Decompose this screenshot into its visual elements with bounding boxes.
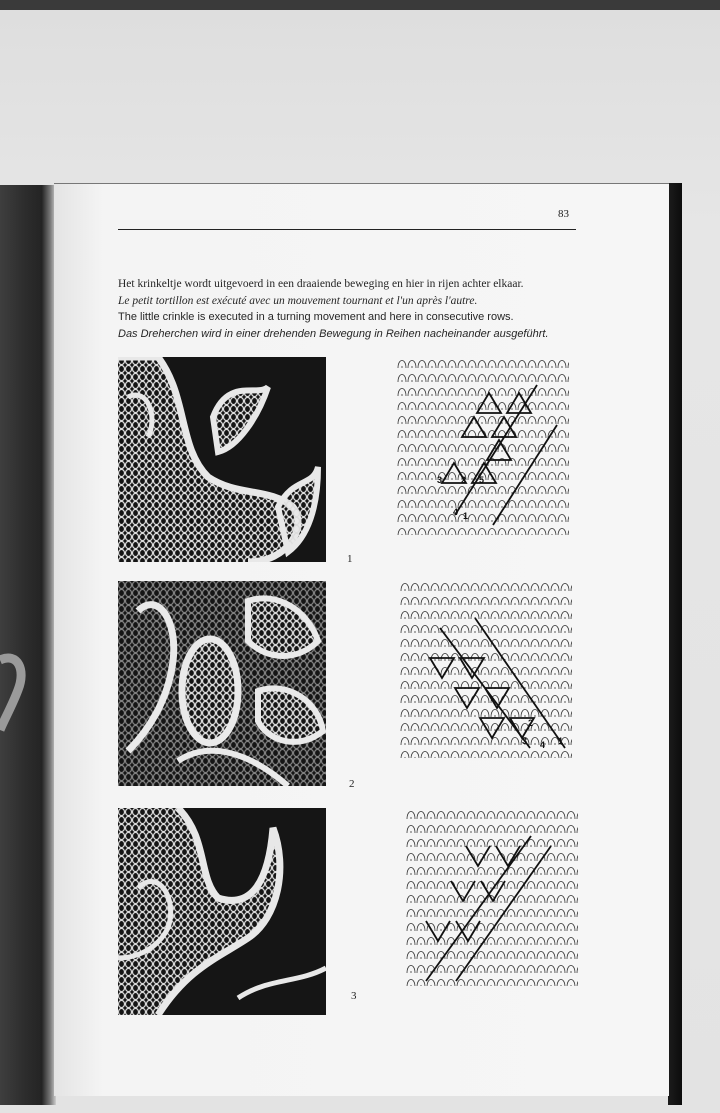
caption-english: The little crinkle is executed in a turning movement and here in consecutive rows. <box>118 311 514 323</box>
lace-photo-2 <box>118 581 326 786</box>
working-diagram-2 <box>400 578 572 758</box>
lace-photo-3 <box>118 808 326 1015</box>
diagram-2-label-2: 2 <box>528 718 534 728</box>
figure-number-3: 3 <box>351 990 357 1002</box>
working-diagram-3-image <box>406 806 578 986</box>
lace-photo-1-image <box>118 357 326 562</box>
diagram-1-label-1: 1 <box>463 511 469 521</box>
diagram-1-label-4: 4 <box>453 507 459 517</box>
page-right-edge <box>668 183 682 1105</box>
caption-dutch: Het krinkeltje wordt uitgevoerd in een draaiende beweging en hier in rijen achter elkaar. <box>118 278 524 290</box>
caption-block <box>118 276 588 342</box>
header-rule <box>118 229 576 230</box>
lace-photo-2-image <box>118 581 326 786</box>
working-diagram-1-image <box>397 355 569 535</box>
lace-photo-3-image <box>118 808 326 1015</box>
page-number: 83 <box>558 208 569 220</box>
figure-number-2: 2 <box>349 778 355 790</box>
figure-number-1: 1 <box>347 553 353 565</box>
lace-photo-1 <box>118 357 326 562</box>
diagram-2-label-4: 4 <box>540 740 546 750</box>
working-diagram-3 <box>406 806 578 986</box>
working-diagram-2-image <box>400 578 572 758</box>
caption-german: Das Dreherchen wird in einer drehenden Bewegung in Reihen nacheinander ausgeführt. <box>118 327 549 340</box>
scan-top-edge <box>0 0 720 10</box>
diagram-2-label-3: 3 <box>522 736 528 746</box>
left-page-lace-fragment <box>0 640 34 750</box>
diagram-1-label-3: 3 <box>437 475 443 485</box>
diagram-1-label-2: 2 <box>461 475 467 485</box>
diagram-1-label-5: 5 <box>479 475 485 485</box>
diagram-2-label-1: 1 <box>558 736 564 746</box>
working-diagram-1 <box>397 355 569 535</box>
caption-french: Le petit tortillon est exécuté avec un mouvement tournant et l'un après l'autre. <box>118 294 478 307</box>
